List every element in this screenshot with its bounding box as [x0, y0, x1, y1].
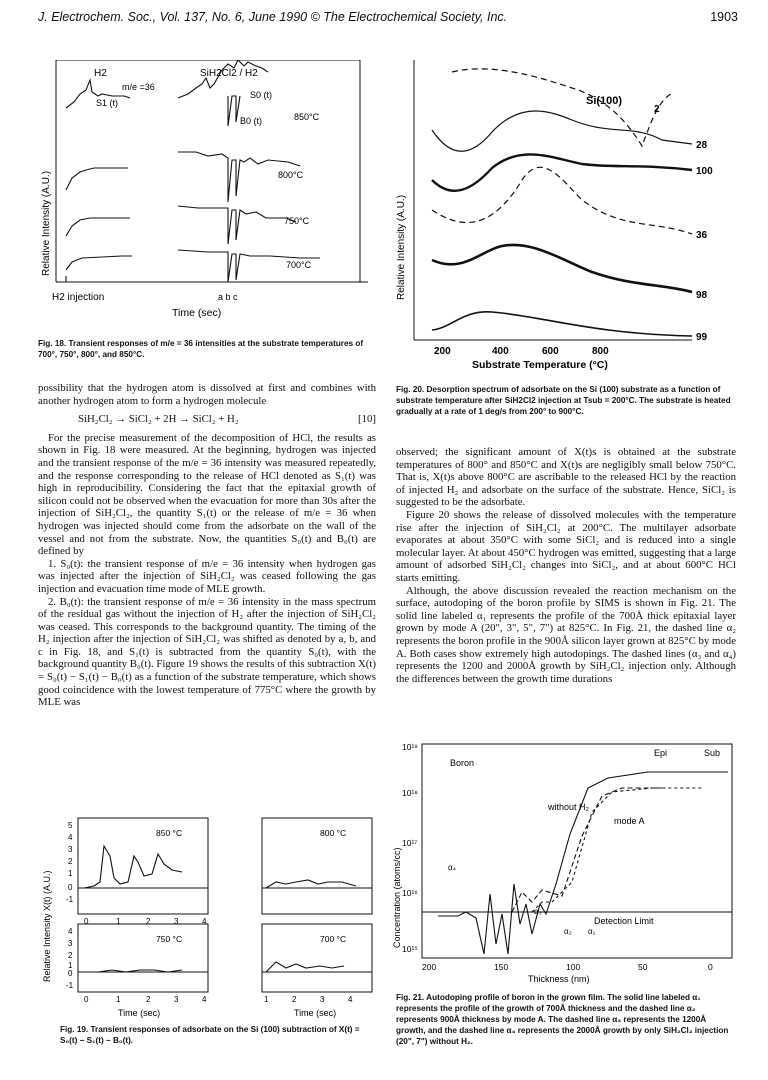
fig19-ytick: 4	[68, 833, 73, 842]
right-paragraph-1: observed; the significant amount of X(t)s is obtained at the substrate temperatures of 800° and 850°C and X(t)s are negligibly small below 750°C. That is, X(t)s above 800°C are ascribable to the released HCl by the reaction of injected H₂ and adsorbate on the surface of the substrate. Hence, SiCl₂ is suggested to be the adsorbate.	[396, 446, 736, 509]
right-paragraph-2: Figure 20 shows the release of dissolved molecules with the temperature rise after the injection of SiH₂Cl₂ at 200°C. The multilayer adsorbate evaporates at about 350°C with some SiCl₂ and is reduced into a single molecular layer. At about 450°C hydrogen was emitted, suggesting that a large amount of adsorbed SiH₂Cl₂ changes into SiCl₂, and at about 600°C HCl starts emitting.	[396, 508, 736, 584]
label-s1: S1 (t)	[96, 98, 119, 108]
fig19-xtick: 4	[202, 995, 207, 1004]
fig19-xtick: 1	[264, 995, 269, 1004]
fig21-xtick: 0	[708, 962, 713, 972]
left-column-text	[38, 382, 376, 709]
label-m2: 2	[654, 104, 660, 115]
label-b0: B0 (t)	[240, 116, 263, 126]
label-without-h2: without H₂	[548, 802, 590, 812]
label-alpha3: α₃	[534, 907, 542, 916]
fig21-ytick: 10¹⁹	[402, 742, 418, 752]
fig19-ytick: -1	[66, 895, 74, 904]
right-paragraph-3: Although, the above discussion revealed the reaction mechanism on the surface, autodoping of the boron profile by SIMS is shown in Fig. 21. The solid line labeled α₁ represents the profile of the 700Å thick epitaxial layer grown by mode A (20", 3", 5", 7") at 825°C. In Fig. 21, the dashed line α₂ represents the boron profile in the 900Å silicon layer grown at 825°C by mode A. Both cases show extremely high autodopings. The dashed lines (α₃ and α₄) represents the 1200 and 2000Å growth by SiH₂Cl₂ injection only. Although the differences between the growth time durations	[396, 584, 736, 685]
fig19-ytick: 1	[68, 961, 73, 970]
label-mode-a: mode A	[614, 816, 645, 826]
fig19-ytick: -1	[66, 981, 74, 990]
fig19-ytick: 3	[68, 939, 73, 948]
right-column-text	[396, 446, 736, 685]
journal-header: J. Electrochem. Soc., Vol. 137, No. 6, June 1990 © The Electrochemical Society, Inc.	[38, 10, 508, 24]
label-700: 700°C	[286, 260, 312, 270]
fig19-xlabel-right: Time (sec)	[294, 1008, 337, 1018]
fig19-xtick: 1	[116, 917, 121, 926]
fig21-xtick: 100	[566, 962, 581, 972]
left-paragraph-2: For the precise measurement of the decomposition of HCl, the results as shown in Fig. 18 were measured. At the beginning, hydrogen was injected and the transient response of the m/e = 36 intensity was measured repeatedly, and the response corresponding to the release of HCl denoted as S₁(t) was high in reproducibility. Considering the fact that the epitaxial growth of silicon could not be observed when the evacuation for more than 30s after the injection of SiH₂Cl₂, the quantity S₁(t) or the release of m/e = 36 when hydrogen was injected should come from the adsorbate on the wall of the vessel and not from the substrate. Now, the quantities S₀(t) and B₀(t) are defined by	[38, 431, 376, 558]
fig19-ytick: 4	[68, 927, 73, 936]
label-alpha1: α₁	[588, 927, 596, 936]
label-h2-injection: H2 injection	[52, 292, 105, 303]
left-paragraph-4: 2. B₀(t): the transient response of m/e = 36 intensity in the mass spectrum of the residual gas without the injection of H₂ after the injection of SiH₂Cl₂ was ceased. This corresponds to the background quantity. The timing of the H₂ injection after the injection of SiH₂Cl₂ was shifted as denoted by a, b, and c in Fig. 18, and S₁(t) is subtracted from the quantity S₀(t), with the background quantity B₀(t). Figure 19 shows the results of this subtraction X(t) = S₀(t) − S₁(t) − B₀(t) as a function of the substrate temperature, which shows good coincidence with the lowest temperature of 775°C where the growth by MLE was	[38, 595, 376, 709]
fig18-caption: Fig. 18. Transient responses of m/e = 36 intensities at the substrate temperatures of 700°, 750°, 800°, and 850°C.	[38, 339, 364, 360]
fig19-ylabel: Relative Intensity X(t) (A.U.)	[42, 870, 52, 982]
label-sub: Sub	[704, 748, 721, 758]
figure-20	[392, 60, 738, 376]
fig19-ytick: 5	[68, 821, 73, 830]
fig19-panel-850: 850 °C	[156, 828, 183, 838]
label-m36: 36	[696, 230, 708, 241]
fig21-xtick: 200	[422, 962, 437, 972]
fig18-xlabel: Time (sec)	[172, 307, 222, 319]
left-paragraph-3: 1. S₀(t): the transient response of m/e = 36 intensity when hydrogen gas was injected after the injection of SiH₂Cl₂ was ceased following the gas injection and evacuation time mode of MLE growth.	[38, 557, 376, 595]
fig21-ytick: 10¹⁸	[402, 788, 418, 798]
figure-21	[392, 738, 738, 986]
label-m100: 100	[696, 166, 713, 177]
label-750: 750°C	[284, 216, 310, 226]
fig21-caption: Fig. 21. Autodoping profile of boron in the grown film. The solid line labeled α₁ represents the profile of the growth of 700Å thickness and the dashed line α₂ represents 900Å thickness by mode A. The dashed line α₃ represents the 1200Å growth, and the dashed line α₄ represents the 2000Å growth by only SiH₂Cl₂ injection (20", 7") without H₂.	[396, 993, 729, 1047]
label-m98: 98	[696, 290, 708, 301]
label-epi: Epi	[654, 748, 668, 758]
fig19-ytick: 1	[68, 869, 73, 878]
equation-text: SiH₂Cl₂ → SiCl₂ + 2H → SiCl₂ + H₂	[78, 413, 239, 426]
equation-10	[38, 413, 376, 426]
fig19-xtick: 2	[292, 995, 297, 1004]
equation-number: [10]	[358, 413, 376, 426]
fig19-ytick: 2	[68, 857, 73, 866]
label-850: 850°C	[294, 112, 320, 122]
fig19-xtick: 2	[146, 917, 151, 926]
fig19-xlabel-left: Time (sec)	[118, 1008, 161, 1018]
label-m28: 28	[696, 140, 708, 151]
fig19-ytick: 0	[68, 883, 73, 892]
fig19-caption: Fig. 19. Transient responses of adsorbate on the Si (100) subtraction of X(t) = S₀(t) − S₁(t) − B₀(t).	[60, 1025, 360, 1046]
fig19-panel-750: 750 °C	[156, 934, 183, 944]
figure-18	[38, 60, 380, 332]
label-h2: H2	[94, 68, 107, 79]
fig19-ytick: 3	[68, 845, 73, 854]
fig19-xtick: 4	[348, 995, 353, 1004]
label-si100: Si(100)	[586, 95, 623, 107]
page-number: 1903	[710, 10, 738, 24]
fig21-ytick: 10¹⁷	[402, 838, 418, 848]
fig21-xtick: 50	[638, 962, 648, 972]
label-boron: Boron	[450, 758, 475, 768]
label-me36: m/e =36	[122, 82, 155, 92]
label-s0: S0 (t)	[250, 90, 273, 100]
fig19-xtick: 4	[202, 917, 207, 926]
fig20-tick-600: 600	[542, 346, 559, 357]
fig19-xtick: 3	[174, 917, 179, 926]
label-sih2cl2: SiH2Cl2 / H2	[200, 68, 258, 79]
fig21-ytick: 10¹⁵	[402, 944, 418, 954]
fig20-tick-200: 200	[434, 346, 451, 357]
fig19-xtick: 0	[84, 917, 89, 926]
fig19-xtick: 1	[116, 995, 121, 1004]
label-alpha4: α₄	[448, 863, 456, 872]
label-800: 800°C	[278, 170, 304, 180]
fig19-xtick: 0	[84, 995, 89, 1004]
fig21-ytick: 10¹⁶	[402, 888, 418, 898]
fig18-ylabel: Relative Intensity (A.U.)	[41, 170, 52, 276]
fig20-tick-800: 800	[592, 346, 609, 357]
fig19-panel-700: 700 °C	[320, 934, 347, 944]
fig21-ylabel: Concentration (atoms/cc)	[392, 847, 402, 948]
fig20-tick-400: 400	[492, 346, 509, 357]
label-detection-limit: Detection Limit	[594, 916, 654, 926]
fig19-ytick: 0	[68, 969, 73, 978]
fig19-ytick: 2	[68, 951, 73, 960]
label-m99: 99	[696, 332, 708, 343]
fig20-xlabel: Substrate Temperature (°C)	[472, 359, 608, 371]
left-paragraph-1: possibility that the hydrogen atom is dissolved at first and combines with another hydrogen atom to form a hydrogen molecule	[38, 382, 376, 407]
fig19-panel-800: 800 °C	[320, 828, 347, 838]
fig19-xtick: 2	[146, 995, 151, 1004]
fig19-xtick: 3	[174, 995, 179, 1004]
fig21-xtick: 150	[494, 962, 509, 972]
fig21-xlabel: Thickness (nm)	[528, 974, 590, 984]
fig20-ylabel: Relative Intensity (A.U.)	[396, 194, 407, 300]
label-alpha2: α₂	[564, 927, 572, 936]
fig20-caption: Fig. 20. Desorption spectrum of adsorbate on the Si (100) substrate as a function of substrate temperature after SiH2Cl2 injection at Tsub = 200°C. The substrate is heated gradually at a rate of 1 deg/s from 200° to 900°C.	[396, 385, 731, 417]
fig19-xtick: 3	[320, 995, 325, 1004]
label-abc: a b c	[218, 292, 238, 302]
figure-19	[38, 812, 378, 1022]
